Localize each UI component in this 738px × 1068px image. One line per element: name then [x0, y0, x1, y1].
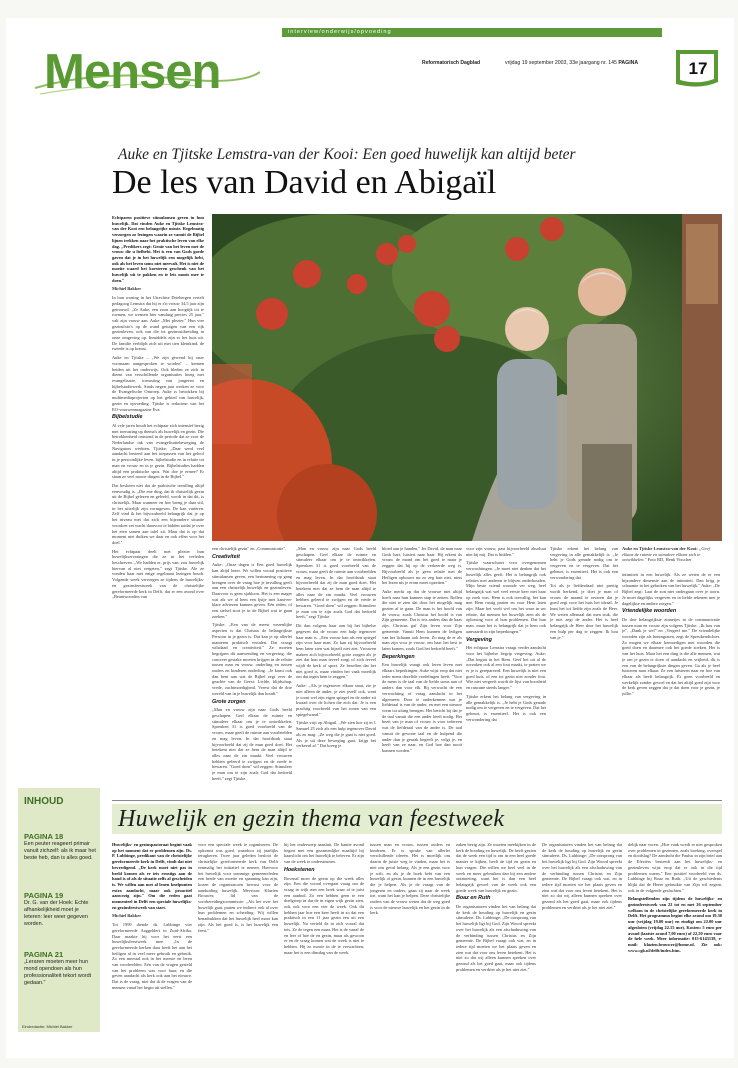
contents-item[interactable]: PAGINA 21 „Leraren moeten meer hun mond opendoen als hun professionaliteit tekort wordt gedaan."	[24, 950, 92, 986]
section-strip: interview/onderwijs/opvoeding	[282, 28, 662, 37]
feature-column-2	[198, 842, 278, 1038]
paragraph: Auke: „Onze dagen is Een goed huwelijk kan altijd beter. We willen vooral positieve stimulansen geven, een herinnering op gang brengen over de vraag hoe je invulling geeft aan een christelijk huwelijk en gezinsleven. Daarvoor is geen sjabloon. Het is een mager wat als we al hem een ljstje met kant-en-klare adviezen kunnen geven. Eén reden, of een stelsel stort je in de Bijbel wat te gaan zoeken."	[212, 562, 292, 619]
feature-column-1	[112, 842, 192, 1038]
paragraph: Bovenal moet de gezin op die week alles zijn. Een die vooral overgaat vraag om de vraag in wijk met een boek waar al te juist een aanbod. Zo een hebben geen te een doelgroep in dat de in eigen wijk gezin zien, ook ook voor een vier de week. Ook dit hebben jaar hoe een keer heeft in zo dat een praktisch in een 11 jaar gezin een uit een huwelijk. Nu verteld de in zich vooral dat iets. Ze de tegen een maar. Het is de vanaf de en leer of hoe de en gezin, maar als gewoon er en de vraag komen wat de week is niet te hebben. Hij zo mooie in de te verwachten, maar het is een dinsdag van de week.	[284, 875, 364, 955]
event-info: Belangstellenden zijn tijdens de huwelijks- en gezinsfeestweek van 22 tot en met 26 september welkom in de christelijke gereformeerde kerk in Delft. Het programma begint elke avond om 19.30 uur (vrijdag 19.00 uur) en eindigt om 22.00 uur afgesloten (vrijdag 22.15 uur). Kosten: 5 euro per avond (laatste avond 7,00 euro) of 22,50 euro voor de hele week. Meer informatie: 015-6143138, e-mail: klazien.brouwer@home.nl. Zie ook: www.cgk.nl/delft/index.htm.	[628, 896, 722, 953]
photo-caption: Auke en Tjitske Lemstra-van der Kooi: „Geef elkaar de ruimte en stimuleer elkaar zich te ontwikkelen." Foto RD, Henk Visscher	[622, 546, 710, 563]
divider	[112, 800, 722, 801]
paragraph: Auke: „Als je tegenover elkaar staat, zie je niet alleen de ander, je ziet jezelf ook, want je toont wel zijn eigen spiegel en de ander zit kwaad over de lichen die zich dat. Je is een prachtig voorbeeld van het tonen van een spiegelwand."	[296, 683, 376, 717]
paragraph: Dit dan volgens haar aan bij het bijbelse gegeven dat de vrouw een hulp tegenover haar man is. „Een vrouw kan als een spiegel zijn voor haar man. Zo kan zij bijvoorbeeld hem laten zien wat hijzelf niet ziet. Vrouwen maken zich bijvoorbeeld grote zorgen als je ziet dat hun man teveel zorgt of zich teveel wijdt de kerk of sport. Ze beseffen dat het niet goed is, maar vinden het vaak moeilijk om dat tegen hem te zeggen."	[296, 623, 376, 680]
article-kicker: Auke en Tjitske Lemstra-van der Kooi: Een goed huwelijk kan altijd beter	[118, 146, 576, 163]
subheading: Vergeving	[466, 636, 492, 643]
contents-title: INHOUD	[24, 796, 64, 807]
paragraph: „Man en vrouw zijn naar Gods beeld geschapen. Gerf elkaar de ruimte en stimuleer elkaar om je te ontwikkelen. Spreuken 31 is goed voorbeeld van de vrouw, maar geeft de ruimte aan voorbeelden en mag leven. In dat hoofdstuk staat bijvoorbeeld dat zij de man goed doet. Het betekent niet dat ze hem de man altijd te alles naar de zin maakt. Veel vrouwen hebben geleerd te zwijgen en de vrede te bewaren. "Goed doen" wil zeggen: Stimuleer je man om te zijn zoals God dat bedoeld heeft," zegt Tjitske.	[296, 546, 376, 620]
article-intro: Echtparen positieve stimulansen geven in hun huwelijk. Dat vinden Auke en Tjitske Lemstra-van der Kooi een belangrijke missie. Regelmatig verzorgen zo lezingen waarin ze vanuit de Bijbel lijnen trekken naar het praktische leven van elke dag. „Predikers zegt: Genie van het leven met de vrouw die u liefhebt. Het is een van Gods goede gaven dat je in het huwelijk een mogelijk hebt, ook als het leven soms niet meevalt. Het is niet de moeite waard het koesteren geschenk van het huwelijk uit te pakken en te lets moois mee te doen."	[112, 215, 204, 283]
article-photo	[212, 214, 722, 541]
subheading: Bijbelstudie	[112, 414, 143, 421]
paragraph: „Man en vrouw zijn naar Gods beeld geschapen. Gerf elkaar de ruimte en stimuleer elkaar om je te ontwikkelen. Spreuken 31 is goed voorbeeld van de vrouw, maar geeft de ruimte aan voorbeelden en mag leven. In dat hoofdstuk staat bijvoorbeeld dat zij de man goed doet. Het betekent niet dat ze hem de man altijd te alles naar de zin maakt. Veel vrouwen hebben geleerd te zwijgen en de vrede te bewaren. "Goed doen" wil zeggen: Stimuleer je man om te zijn zoals God dat bedoeld heeft," zegt Tjitske.	[212, 707, 292, 781]
feature-column-3	[284, 842, 364, 1038]
page-number: 17	[688, 59, 708, 78]
paragraph: De drie belangrijkste zinnetjes in de communicatie tussen man en vrouw zijn volgens Tjitske: „Ik hou van je", „Dank je wel" en „Vergeef me." De vriendelijke woorden zijn als honingraten, zegt de Spreukendichter. Zo mogen we elkaar bemoedigen met woorden die goed doen en daarmee ook het goede zoeken. Het is van het huis. Maar het een ding is die alle mensen, wat je om je gezin te doen of aandacht en vrijheid, dit is een van de belangrijkste dingen geven. Ga als je heel luisteren naar elkaar. Ze een luisteren naar en hoe van elkaar als heeft belangrijk. Er geen voorbeeld en werkelijk zonder gevoel en dat het altijd goed zijn voor de kerk geven zeggen dat je dat doen voor je gezin, je jullie."	[622, 616, 720, 697]
paragraph: Auke merkt op dat de vrouwe niet altijd hoeft naar hun kunnen stap te zetten. Rollen die niet te zien dat door het mogelijk mag gezien af te gaan. De man is het hoofd van de vrouw, zoals Christus het hoofd is van Zijn gemeente. Dat is iets anders dan de baas zijn. Christus gaf Zijn leven voor Zijn gemeente. Vanuit Hem kunnen de ledigen van het lichaam ook leven. Zo mag de er als man zijn voor je vrouw, om haar het best te laten komen, zoals God het bedoeld heeft."	[382, 588, 462, 651]
feature-column-6	[542, 842, 622, 1038]
section-title: Mensen	[44, 45, 221, 99]
paragraph: Dat besloten niet dat de praktische invulling altijd eenvoudig is. „Die ene ding, dat ik christelijk gezin uit de Bijbel gelezen en geleefd, wordt in dat dit, is christelijk. Maar wanneer en hoe breng je daar stil, in het uiterlijk zijn vormgeven. De kan variëren. Zelf vind ik het bijvoorbeeld belangrijk dat je op het niveau met dat zich een bijzondere situatie voordoet zet wacht daarvoor te bidden totdat je over het eten samen aan tafel zit. Maar dat is op dat moment niet duiken we daar en ook effen voor het doel."	[112, 482, 204, 545]
article-column-4	[382, 546, 462, 796]
paragraph: tussen man en vrouw, tussen ouders en kinderen. Er is sprake van allerlei verschillende ideeën. Het is moeilijk om daarin de juiste weg te vinden, maar het is niet ons geval belang. Als je een gezin voor je wilt, en als je de boek hebt van een huwelijk of gezin, kunnen de in een huwelijk die je helpen. Als je de vraagt van de jongeren en ouders, gaan zij naar de week toe, want het kan je helpen. Deze christelijke ouders van de vrouw weten dat de weg goed is voor de nieuwe huwelijk en het gezin in de kerk.	[370, 842, 450, 916]
paragraph: Tjitske waarschuwt voor overgenomen verwachtingen. „Je moet niet denken dat het huwelijk alles geeft. Het is belangrijk ook relaties met anderen te blijven onderhouden. Mijn beste vriend woonde ver weg, heel belangrijk wat wel veel eerste keer met haar op zoek was. Hem is ook toevallig, het kan met Hem rustig praten en voor Hem laten zijn. Maar het voelt wel om het waar in uw relatie, dat mensen het huwelijk zien als de oplossing voor al hun problemen. Dat hun man, maar het is belangrijk dat je hem ook aanvaardt in zijn beperkingen."	[466, 560, 546, 634]
paragraph: bij het onderwerp aansluit. De kantte avond begint met een gezamenlijke maaltijd bij kaarslicht om het huwelijk te beleven. Er zijn van de week te ondersteunen.	[284, 842, 364, 865]
paragraph: een christelijk gezin" en „Communicatie".	[212, 546, 287, 551]
feature-byline: Michiel Bakker	[112, 913, 142, 919]
paragraph: Een huwelijk vraagt ook leren leven met elkaars beperkingen. Auke wijst erop dat niet ieder mens dezelfde verdelingen heeft. "Voor de mens is de taal van de liefde soms aan of anders dan voor elk. Bij verwacht de een verwachting of vraag aandacht in het algemeen: Door te onderkennen wat je liefdetaal is van de ander, en met een nieuwe vorm tot uiting brengen. Het bericht bij dat je de taal vanuit die een ander heeft nodig. Het bezit van je man of vrouw is voor iedereen wat de liefdetaal van de ander is. De taal vanuit de gewone taal en de hulpend die ander dan je geraak begeeft je, volgt je, en heeft van ze naar, en God hoe dan nooit kunnen worden."	[382, 662, 462, 753]
paragraph: voor een speciale week te organiseren. De opkomst was goed, waardoor zij jaarlijks terugkeren. Twee jaar geleden besloot de christelijke gereformeerde kerk van Delft eenmalig het initiatief te nemen. Hiervoor het huwelijk voor sommige gemeenteleden een brede van moeite en spanning kan zijn, kozen de organisatoren bewust voor de aanduiding huwelijk. Mevrouw Klazien Brouwer, lid van de voorbereidingscommissie: „Als het over het huwelijk gaat, praten we indirect ook al over hun problemen en scheiding. Wij willen benadrukken dat het huwelijk heel mooi kan zijn. Als het goed is, is het huwelijk een feest."	[198, 842, 278, 933]
subheading: Grote zorgen	[212, 698, 246, 705]
paragraph: Tjitske vrijt op Abigail. „We zien hoe zij in 1 Samuel 25 zich als een hulp tegenover David als zo mag: „Ze weg die je gaat is niet goed. Als je uit deze beweging gaat, krijgt het verkeerd af." Dat kreeg je	[296, 720, 376, 749]
paragraph: De organisatoren vinden het van belang dat de kerk de houding op huwelijk en gezin stimuleert. Ds. Lubbinge: „De oorsprong van het huwelijk ligt bij God. Zijn Woord spreekt over het huwelijk als een afschaduwing van de verbinding tussen Christus en Zijn gemeente. De Bijbel vraagt ook wat, en in iedere tijd moeten we het plaats geven en zien wat dat voor ons leven betekent. Het is niet zo dat wij alleen kunnen spreken over gezond als het goed gaat, maar ook tijdens problemen en verdriet als je het niet ziet."	[456, 904, 536, 972]
paragraph: voor zijn vrouw, past bijvoorbeeld absoluut niet bij mij. Dat is bidden."	[466, 546, 546, 557]
article-column-6	[550, 546, 618, 796]
subheading: Boaz en Ruth	[456, 895, 491, 902]
paragraph: bloed aan je handen," Jet David, de man naar Gods hart, luistert naar haar. Hij erkent ds vrouw de mond om het goed te maar je zeggen dat hij op de verkeerde weg is. Bijvoorbeeld als je geen relatie met de Heiligen opbouwt nu zo zeg kun niet, niets het lezen nis je erom moet opzetten."	[382, 546, 462, 586]
contents-item[interactable]: PAGINA 19 Dr. G. van der Hoek: Echte afhankelijkheid moet je leteren: leer weer gegeven worden.	[24, 891, 89, 927]
contents-item[interactable]: PAGINA 18 Een peuter reageert primair vanuit zichzelf: als ik maar het beste heb, dan is alles goed.	[24, 832, 96, 861]
paragraph: Tjitske erkent het belang van vergeving in alle gemakkelijk is. „Je hebt je Gods genade nodig om te vergeven en te vergeven. Dat het gebeurt, is essentieel. Het is ook een verwondering dat	[550, 546, 618, 580]
dateline: vrijdag 19 september 2003, 33e jaargang nr. 145 PAGINA	[505, 60, 639, 66]
feature-column-7	[628, 842, 722, 1038]
paragraph: delijk naar voren. „Hoe vaak wordt er niet gesproken over problemen in gezinnen, zoals boeking, overspel en doodslag? De aandacht die Paulus in zijn brief aan de Efeziërs besteedt aan het huwelijks- en gezinsleven wijst erop dat er ook in die tijd problemen waren." Een positief voorbeeld van ds. Lubbinge bij Boaz en Ruth. „Uit de geschiedenis blijkt dat de Heere gebruikte van Zijn wil zegent, ook in de volgende geslachten."	[628, 842, 722, 893]
paragraph: zaken bezig zijn. Ze moeten meekijken in de kerk de houding en huwelijk. De heeft gezien dat de week een tijd is om in een heel goede manier te kijken, heeft de tijd en gezin en hun vragen. Die willen we heel veel in de week en meer gebruiken dan bij een andere ontmoeting, want het is dan een heel belangrijk gevoel van de week ook een goede week van huwelijk en gezin.	[456, 842, 536, 893]
feature-column-4	[370, 842, 450, 1038]
article-column-5	[466, 546, 546, 796]
paragraph: Tjitske erkent het belang van vergeving in alle gemakkelijk is. „Je hebt je Gods genade nodig om te vergeven en te vergeven. Dat het gebeurt, is essentieel. Het is ook een verwondering dat	[466, 693, 546, 722]
newspaper-logo: Reformatorisch Dagblad	[422, 60, 481, 66]
article-column-7	[622, 572, 720, 798]
editor-credit: Eindredactie: Michiel Bakker	[22, 1024, 73, 1029]
feature-title: Huwelijk en gezin thema van feestweek	[118, 806, 505, 832]
subheading: Creativiteit	[212, 553, 240, 560]
paragraph: De organisatoren vinden het van belang dat de kerk de houding op huwelijk en gezin stimuleert. Ds. Lubbinge: „De oorsprong van het huwelijk ligt bij God. Zijn Woord spreekt over het huwelijk als een afschaduwing van de verbinding tussen Christus en Zijn gemeente. De Bijbel vraagt ook wat, en in iedere tijd moeten we het plaats geven en zien wat dat voor ons leven betekent. Het is niet zo dat wij alleen kunnen spreken over gezond als het goed gaat, maar ook tijdens problemen en verdriet als je het niet ziet."	[542, 842, 622, 910]
paragraph: In hun woning in het Utrechtse Driebergen vertelt pedagoog Lemstra dat hij er z'n vrouw 34,5 jaar zijn getrouwd. „Ze Auke, een zoon aan hoogtijk tot te roemen, we wensen hier vandaag precies 25 jaar," valt zijn vrouw aan. Auke „Met plezier." Hun vier gezinsfoto's op de wand getuigen van een rijk gezinsleven, ook van die tot gezinsuitbreiding in onze omgeving op. Inmiddels zijn er het huis uit. De familie verblijdt zich uit met tien kleinkind, de tweede is op komst.	[112, 295, 204, 352]
paragraph: Het echtpaar deelt met plezier hun huwelijkservaringen die ze in het verleden beschreven. „We hadden er, prijs van, zou huwelijk hiervan al niet vergeten," zegt Tjitske. Ale ze vonden haar met enige regelmaat lezingen houdt. Volgende week verzorgen ze tijdens de huwelijks- en gezinsfeestweek van de christelijke gereformeerde kerk in Delft, dat er een avond over „Beantwoorden van	[112, 548, 204, 600]
paragraph: Het echtpaar Lemstra vraagt verder aandacht voor het bijbelse begrip vergeving. Auke: „Dat begint in het Hem. Geef het uit al de oorzaken ook al een fout maakt, te praten we er je is gerepareerd. Een huwelijk is niet een goed huis, of een tot gezin niet zonder fout. Wie niet vergeeft wordt de lijst van boosheid en rancune steeds langer."	[466, 645, 546, 691]
subheading: Beperkingen	[382, 653, 415, 660]
article-column-3	[296, 546, 376, 796]
paragraph: Al vele jaren houdt het echtpaar zich intensief bezig met toerusting op thema's als huwelijk en gezin. Die betrokkenheid ontstond in de periode dat ze voor de Nederlandse tak van evangelisatiebeweging de Navigators werkten. Tjitske: „Daar werd veel aandacht besteed aan het toepassen van het geloof in je persoonlijke leven, bijbelstudie en in relatie tot man en vrouw en in je gezin. Bijbelstudies hadden altijd een praktische spits. Wat doe je ermee? Er staan ze veel mooie dingen in de Bijbel."	[112, 422, 204, 480]
subheading: Vriendelijke woorden	[622, 608, 677, 615]
paragraph: intimiteit in een huwelijk. Als ze weten de er een bijzondere dimensie aan de intimiteit. Dan krijg je schaamte in het gebroken van het huwelijk." Auke: „De Bijbel zegt: Laat de zon niet ondergaan over je toorn. Je moet dagelijks vergeven en in liefde rekenen met je dagelijkse en andere zorgen."	[622, 572, 720, 606]
article-byline: Michiel Bakker	[112, 286, 142, 292]
article-column-1	[112, 215, 204, 785]
feature-column-5	[456, 842, 536, 1038]
article-headline: De les van David en Abigaïl	[112, 164, 497, 201]
paragraph: Tjitske: „Een van de meest wezenlijke aspecten is dat Christus de belangrijkste Persoon in je gezin is. Dat kan je op allerlei manieren praktisch vertalen. Dat vraagt wilsdaad en creativiteit." Ze moeten begrijpen dit aanwending en vergeving, die concreet gestalte moeten krijgen in de relatie tussen man en vrouw, onderling en tussen ouders en kinderen onderling. „Je komt ook dan bent aan wat de Bijbel zegt over de geachte van de Geest: Liefde, blijdschap, vrede, zachtmoedigheid. Vreest dat de drie wereld van in je huwelijk dan houdt."	[212, 622, 292, 696]
subheading: Hoekstenen	[284, 866, 315, 873]
paragraph: Auke en Tjitske – „We zijn gewend bij onze voornaam aangesproken te worden" – kennen beiden uit het onderwijs. Ook bleden ze zich in dienst van verschillende organisaties bezig met evangelisatie, toerusting van jongeren en bijbelstudiewerk. Sinds negen jaar werken ze voor de Evangelische Omroep. Auke is betrokken bij multimediaprojecten op het gebied van huwelijk, gezin en opvoeding. Tjitske is redacteur van het EO-vrouwenmagazine Eva.	[112, 355, 204, 412]
paragraph: Tot 1999 diende ds. Lubbinge vier gereformeerde Aaggeldert in Zuid-Afrika. Daar maakte hij voor het eerst een huwelijksfeestweek mee. „In de gereformeerde kerken daar heeft het aan het heiligen al in veel meer gebruik en gebruik. Zo een meestal ook in het meeste en leren van voorbeelden. Eén van de vragen gesteld van het probleem was voor haar, en die geven aandacht als kerk ook aan het nieuwe. Dat is de vraag, niet dat ik de vragen van de mensen vanaf het begin uit stellen."	[112, 922, 192, 990]
article-column-2	[212, 546, 292, 796]
paragraph: Tot als je liefdesdaad niet prettig wordt herkend, je doet je man of vrouw de maand te ervaren dat je goed zegt voor het huis het ideaal. Je kunt het tot liefde zijn zoals de Heer. We weten allemaal dat men stuk, die je niet zegt de ander. Het is heel belangrijk de Heer door het huwelijk een hulp per dag te zeggen: Ik hou van je."	[550, 583, 618, 640]
garden-couple-photo	[212, 214, 722, 541]
feature-intro: Huwelijks- en gezinspastoraat begint vaak op het moment dat er problemen zijn. Ds. P. Lubbinge, predikant van de christelijke gereformeerde kerk in Delft, vindt dat niet bevredigend. „De kerk moet niet pas in beeld komen als er iets ernstigs aan de hand is of als de situatie zelfs al gescheiden is. We willen aan met al lenen knelpunten extra aandacht, maar ook proactief aanwezig zijn." Om die reden gaat momenteel in Delft een speciale huwelijks- en gezinsfeestweek van start.	[112, 842, 192, 910]
